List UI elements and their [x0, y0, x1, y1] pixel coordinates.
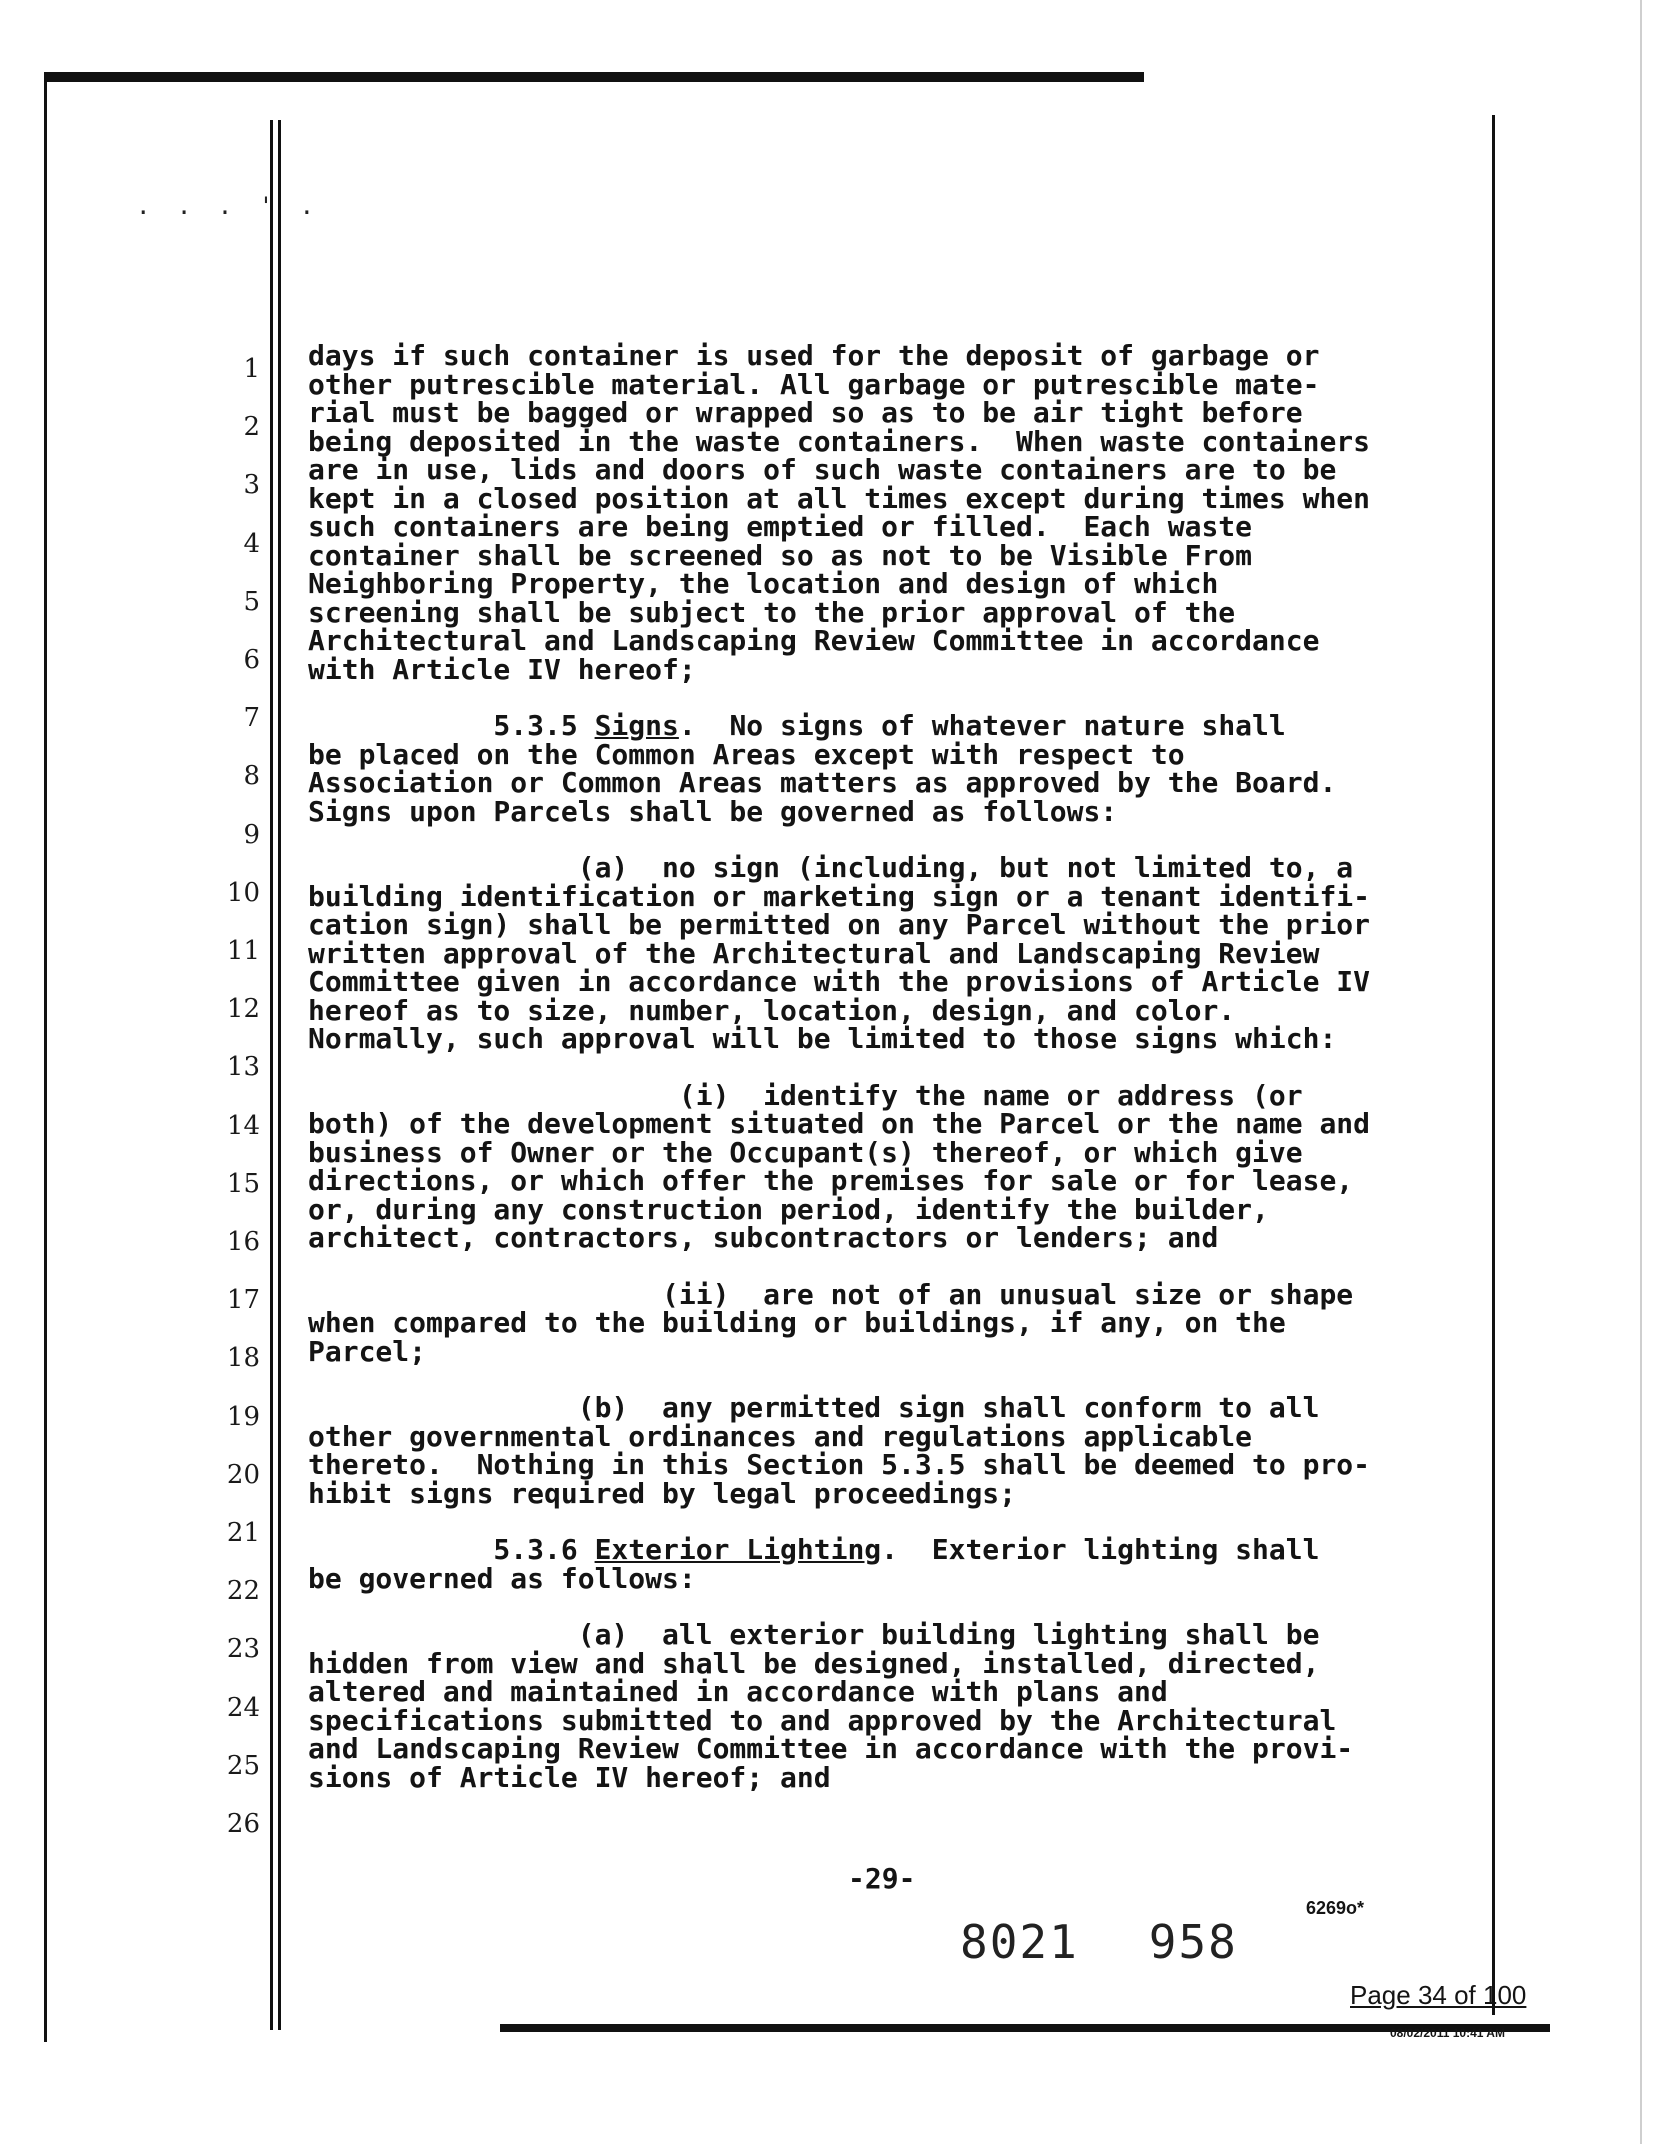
text-line	[308, 709, 1488, 742]
text-line: (b) any permitted sign shall conform to all	[308, 1391, 1320, 1424]
text-line: (i) identify the name or address (or	[308, 1078, 1303, 1112]
paragraph	[308, 709, 1488, 828]
page-count: Page 34 of 100	[1350, 1980, 1527, 2010]
text-line: hereof as to size, number, location, design, and color.	[308, 993, 1236, 1027]
line-number: 16	[226, 1227, 260, 1257]
text-line	[308, 1533, 1488, 1566]
text-line: when compared to the building or buildings, if any, on the	[308, 1306, 1286, 1339]
text-line: thereto. Nothing in this Section 5.3.5 shall be deemed to pro-	[308, 1448, 1371, 1481]
top-border-rule-thin	[620, 76, 1140, 79]
line-number: 7	[243, 703, 260, 734]
text-line: with Article IV hereof;	[308, 652, 696, 686]
text-line: are in use, lids and doors of such waste containers are to be	[308, 453, 1337, 486]
paragraph	[308, 1618, 1488, 1794]
text-line: hibit signs required by legal proceedings;	[308, 1476, 1017, 1510]
recording-page: 958	[1148, 1915, 1238, 1969]
line-number: 11	[226, 936, 260, 966]
text-line: container shall be screened so as not to be Visible From	[308, 538, 1253, 572]
text-line: hidden from view and shall be designed, installed, directed,	[308, 1646, 1320, 1680]
text-line: building identification or marketing sign or a tenant identifi-	[308, 879, 1371, 913]
text-line: both) of the development situated on the Parcel or the name and	[308, 1107, 1371, 1140]
line-number: 6	[243, 645, 260, 675]
text-line: Committee given in accordance with the provisions of Article IV	[308, 965, 1371, 998]
text-line: architect, contractors, subcontractors or lenders; and	[308, 1221, 1219, 1254]
paragraph-gap	[308, 1508, 1488, 1536]
line-number: 19	[226, 1401, 260, 1432]
text-line: or, during any construction period, identify the builder,	[308, 1192, 1269, 1226]
right-margin-rule	[1492, 115, 1495, 2015]
line-number: 14	[226, 1110, 260, 1141]
paragraph	[308, 851, 1488, 1055]
text-line: written approval of the Architectural and Landscaping Review	[308, 936, 1320, 970]
line-number: 24	[226, 1692, 260, 1723]
line-number: 5	[243, 586, 260, 617]
paragraph-gap	[308, 826, 1488, 854]
section-number: 5.3.5	[308, 709, 595, 742]
text-line: (a) all exterior building lighting shall be	[308, 1618, 1320, 1651]
line-number: 21	[226, 1518, 260, 1548]
left-margin-rule	[270, 120, 273, 2030]
paragraph-gap	[308, 1054, 1488, 1082]
page-number: -29-	[848, 1862, 916, 1895]
section-text: . No signs of whatever nature shall	[678, 709, 1286, 742]
paragraph	[308, 1391, 1488, 1510]
line-number: 23	[226, 1634, 260, 1665]
text-line: Parcel;	[308, 1334, 427, 1368]
text-line: specifications submitted to and approved by the Architectural	[308, 1703, 1337, 1737]
line-number: 22	[226, 1576, 260, 1607]
left-page-edge	[44, 82, 47, 2042]
margin-marks: . . . ' .	[136, 192, 321, 220]
right-page-edge	[1640, 0, 1642, 2144]
paragraph	[308, 1277, 1488, 1368]
line-number: 18	[226, 1343, 260, 1374]
text-line: sions of Article IV hereof; and	[308, 1760, 831, 1794]
line-number: 1	[243, 354, 260, 384]
line-number: 12	[226, 994, 260, 1025]
section-heading: Exterior Lighting	[594, 1533, 882, 1566]
document-code: 6269o*	[1306, 1898, 1365, 1918]
text-line: Neighboring Property, the location and design of which	[308, 567, 1219, 600]
line-number: 10	[226, 877, 260, 908]
paragraph	[308, 1533, 1488, 1595]
timestamp: 08/02/2011 10:41 AM	[1390, 2026, 1505, 2040]
recording-number	[960, 1915, 1238, 1969]
text-line: kept in a closed position at all times except during times when	[308, 481, 1371, 515]
text-line: being deposited in the waste containers. When waste containers	[308, 424, 1371, 458]
paragraph-gap	[308, 684, 1488, 712]
text-line: directions, or which offer the premises for sale or for lease,	[308, 1164, 1354, 1197]
line-number: 8	[243, 761, 260, 792]
text-line: and Landscaping Review Committee in accordance with the provi-	[308, 1732, 1354, 1765]
line-number: 13	[226, 1052, 260, 1083]
text-line: (a) no sign (including, but not limited to, a	[308, 851, 1354, 884]
paragraph-gap	[308, 1366, 1488, 1394]
text-line: such containers are being emptied or filled. Each waste	[308, 510, 1253, 543]
left-margin-rule-inner	[278, 120, 281, 2030]
line-number: 4	[243, 528, 260, 559]
line-number: 15	[226, 1168, 260, 1199]
line-number: 26	[226, 1809, 260, 1839]
text-line: be placed on the Common Areas except with respect to	[308, 737, 1185, 771]
text-line: rial must be bagged or wrapped so as to be air tight before	[308, 396, 1303, 429]
text-line: Architectural and Landscaping Review Committee in accordance	[308, 624, 1320, 657]
line-number: 9	[243, 819, 260, 850]
paragraph	[308, 1078, 1488, 1254]
section-number: 5.3.6	[308, 1533, 595, 1566]
line-number: 25	[226, 1750, 260, 1781]
paragraph-gap	[308, 1253, 1488, 1281]
text-line: Signs upon Parcels shall be governed as follows:	[308, 794, 1118, 828]
paragraph-gap	[308, 1593, 1488, 1621]
text-line: other governmental ordinances and regulations applicable	[308, 1419, 1253, 1453]
line-number: 17	[226, 1285, 260, 1316]
text-line: Association or Common Areas matters as approved by the Board.	[308, 766, 1337, 799]
text-line: business of Owner or the Occupant(s) thereof, or which give	[308, 1135, 1303, 1169]
line-number: 20	[226, 1459, 260, 1490]
text-line: (ii) are not of an unusual size or shape	[308, 1277, 1354, 1311]
text-line: screening shall be subject to the prior approval of the	[308, 595, 1236, 629]
section-text: . Exterior lighting shall	[881, 1533, 1320, 1566]
line-number: 3	[243, 470, 260, 501]
text-line: be governed as follows:	[308, 1561, 696, 1595]
paragraph	[308, 339, 1488, 686]
recording-book: 8021	[960, 1915, 1079, 1969]
text-line: other putrescible material. All garbage or putrescible mate-	[308, 367, 1320, 401]
line-number: 2	[243, 412, 260, 443]
text-line: days if such container is used for the deposit of garbage or	[308, 339, 1320, 372]
document-body	[308, 339, 1488, 1794]
text-line: altered and maintained in accordance with plans and	[308, 1675, 1168, 1708]
text-line: cation sign) shall be permitted on any Parcel without the prior	[308, 908, 1371, 941]
section-heading: Signs	[594, 709, 679, 742]
text-line: Normally, such approval will be limited to those signs which:	[308, 1022, 1337, 1055]
